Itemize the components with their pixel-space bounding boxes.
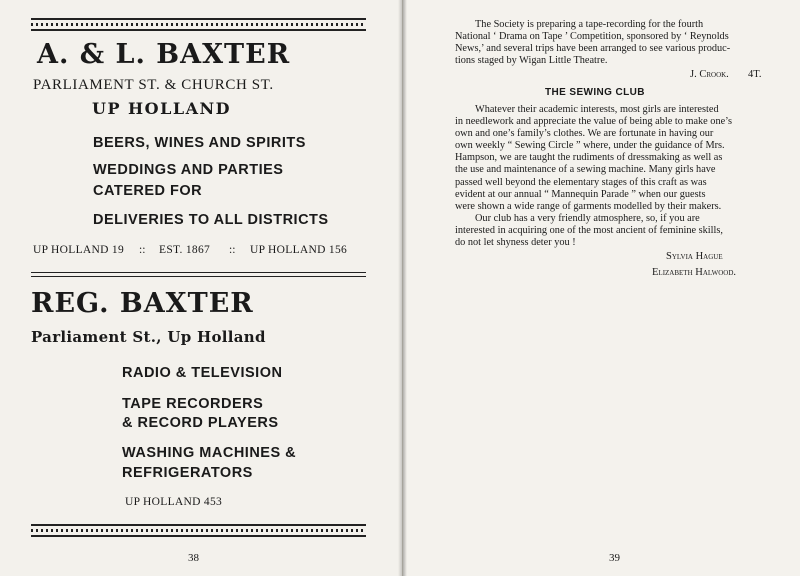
ad2-tape-recorders: TAPE RECORDERS [122, 396, 264, 412]
right-page [403, 0, 800, 576]
ad1-catered-for: CATERED FOR [93, 183, 203, 199]
body-line: evident at our annual “ Mannequin Parade ” when our guests [455, 188, 706, 200]
ad2-record-players: & RECORD PLAYERS [122, 415, 279, 431]
book-gutter [398, 0, 407, 576]
intro-line: News,’ and several trips have been arranged to see various produc- [455, 43, 731, 55]
section-heading: THE SEWING CLUB [545, 87, 645, 98]
intro-signature: J. Crook. [690, 69, 729, 80]
body-line: Hampson, we are taught the rudiments of dressmaking as well as [455, 152, 723, 164]
intro-paragraph [455, 19, 773, 67]
ad2-refrigerators: REFRIGERATORS [122, 465, 253, 481]
middle-rule-lower [31, 276, 366, 277]
ad1-separator-2: :: [229, 244, 236, 256]
intro-line: The Society is preparing a tape-recording for the fourth [475, 19, 704, 30]
body-line: do not let shyness deter you ! [455, 237, 576, 249]
middle-rule-upper [31, 272, 366, 273]
page-number-left: 38 [188, 552, 199, 564]
intro-line: National ‘ Drama on Tape ’ Competition, sponsored by ‘ Reynolds [455, 31, 729, 43]
signature-sylvia: Sylvia Hague [666, 251, 723, 262]
ad1-address: PARLIAMENT ST. & CHURCH ST. [33, 77, 274, 93]
ad2-phone: UP HOLLAND 453 [125, 496, 223, 508]
ad1-phone-2: UP HOLLAND 156 [250, 244, 348, 256]
intro-form: 4T. [748, 69, 762, 80]
body-line: Our club has a very friendly atmosphere, so, if you are [475, 213, 700, 224]
ad2-radio-television: RADIO & TELEVISION [122, 365, 283, 381]
ad1-separator: :: [139, 244, 146, 256]
body-line: interested in acquiring one of the most ancient of feminine skills, [455, 225, 723, 237]
intro-line: tions staged by Wigan Little Theatre. [455, 55, 608, 67]
body-line: were shown a wide range of garments modelled by their makers. [455, 200, 722, 212]
ad2-address: Parliament St., Up Holland [31, 328, 266, 346]
top-border-rule [31, 18, 366, 31]
ad1-deliveries: DELIVERIES TO ALL DISTRICTS [93, 212, 329, 228]
sewing-paragraph-1 [455, 104, 773, 213]
ad1-business-name: A. & L. BAXTER [37, 39, 291, 70]
ad2-washing-machines: WASHING MACHINES & [122, 445, 297, 461]
page-number-right: 39 [609, 552, 620, 564]
body-line: Whatever their academic interests, most girls are interested [475, 104, 719, 115]
ad1-town: UP HOLLAND [92, 99, 232, 118]
signature-elizabeth: Elizabeth Halwood. [652, 267, 737, 278]
body-line: the use and maintenance of a sewing machine. Many girls have [455, 164, 716, 176]
ad2-business-name: REG. BAXTER [31, 288, 254, 319]
body-line: own weekly “ Sewing Circle ” where, under the guidance of Mrs. [455, 140, 725, 152]
ad1-phone-1: UP HOLLAND 19 [33, 244, 124, 256]
body-line: own and one’s family’s clothes. We are fortunate in having our [455, 128, 714, 140]
ad1-established: EST. 1867 [159, 244, 211, 256]
ad1-beers-wines-spirits: BEERS, WINES AND SPIRITS [93, 135, 306, 151]
body-line: passed well beyond the elementary stages of this craft as was [455, 176, 707, 188]
body-line: in needlework and appreciate the value of being able to make one’s [455, 116, 733, 128]
sewing-paragraph-2 [455, 213, 773, 249]
bottom-border-rule [31, 524, 366, 537]
ad1-weddings-parties: WEDDINGS AND PARTIES [93, 162, 284, 178]
